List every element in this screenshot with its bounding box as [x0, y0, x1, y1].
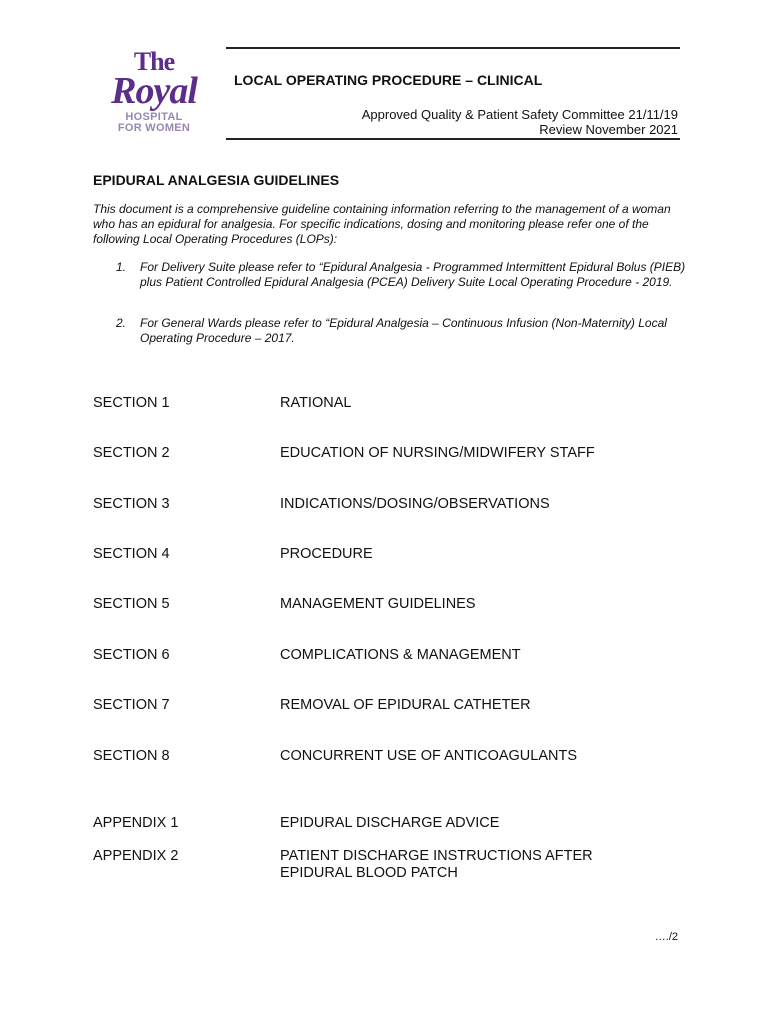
section-label: SECTION 4 [93, 546, 170, 562]
appendix-label: APPENDIX 2 [93, 848, 179, 864]
section-title: CONCURRENT USE OF ANTICOAGULANTS [280, 748, 578, 764]
logo-line-royal: Royal [111, 70, 197, 112]
appendix-title: PATIENT DISCHARGE INSTRUCTIONS AFTER EPIDURAL BLOOD PATCH [280, 848, 593, 881]
list-item-text: For General Wards please refer to “Epidural Analgesia – Continuous Infusion (Non-Maternity) Local Operating Procedure – 2017. [140, 316, 667, 345]
header-approved: Approved Quality & Patient Safety Committee 21/11/19 [361, 107, 678, 122]
hospital-logo [104, 47, 204, 134]
intro-paragraph: This document is a comprehensive guideline containing information referring to the management of a woman who has an epidural for analgesia. For specific indications, dosing and monitoring please refer one of the following Local Operating Procedures (LOPs): [93, 202, 671, 246]
list-item-number: 2. [116, 316, 127, 330]
section-label: SECTION 6 [93, 647, 170, 663]
section-label: SECTION 3 [93, 496, 170, 512]
list-item-number: 1. [116, 260, 127, 274]
logo-line-hospital: HOSPITAL [125, 111, 183, 123]
appendix-label: APPENDIX 1 [93, 815, 179, 831]
list-item-text: For Delivery Suite please refer to “Epidural Analgesia - Programmed Intermittent Epidural Bolus (PIEB) plus Patient Controlled Epidural Analgesia (PCEA) Delivery Suite Local Operating Procedure - 2019. [140, 260, 686, 289]
section-label: SECTION 5 [93, 596, 170, 612]
section-label: SECTION 2 [93, 445, 170, 461]
header-bottom-rule [226, 138, 680, 140]
section-title: REMOVAL OF EPIDURAL CATHETER [280, 697, 531, 713]
header-top-rule [226, 47, 680, 49]
list-item [116, 260, 686, 289]
document-title: EPIDURAL ANALGESIA GUIDELINES [93, 172, 340, 188]
section-title: RATIONAL [280, 395, 352, 411]
section-label: SECTION 7 [93, 697, 170, 713]
list-item [116, 316, 686, 345]
section-title: MANAGEMENT GUIDELINES [280, 596, 476, 612]
section-title: EDUCATION OF NURSING/MIDWIFERY STAFF [280, 445, 595, 461]
section-label: SECTION 1 [93, 395, 170, 411]
section-title: PROCEDURE [280, 546, 373, 562]
header-review: Review November 2021 [539, 122, 678, 137]
section-title: INDICATIONS/DOSING/OBSERVATIONS [280, 496, 550, 512]
logo-line-the: The [133, 47, 175, 76]
section-label: SECTION 8 [93, 748, 170, 764]
section-title: COMPLICATIONS & MANAGEMENT [280, 647, 521, 663]
appendix-title: EPIDURAL DISCHARGE ADVICE [280, 815, 500, 831]
header-title: LOCAL OPERATING PROCEDURE – CLINICAL [234, 72, 543, 88]
logo-line-for-women: FOR WOMEN [117, 122, 191, 134]
page-number: …./2 [654, 931, 678, 943]
